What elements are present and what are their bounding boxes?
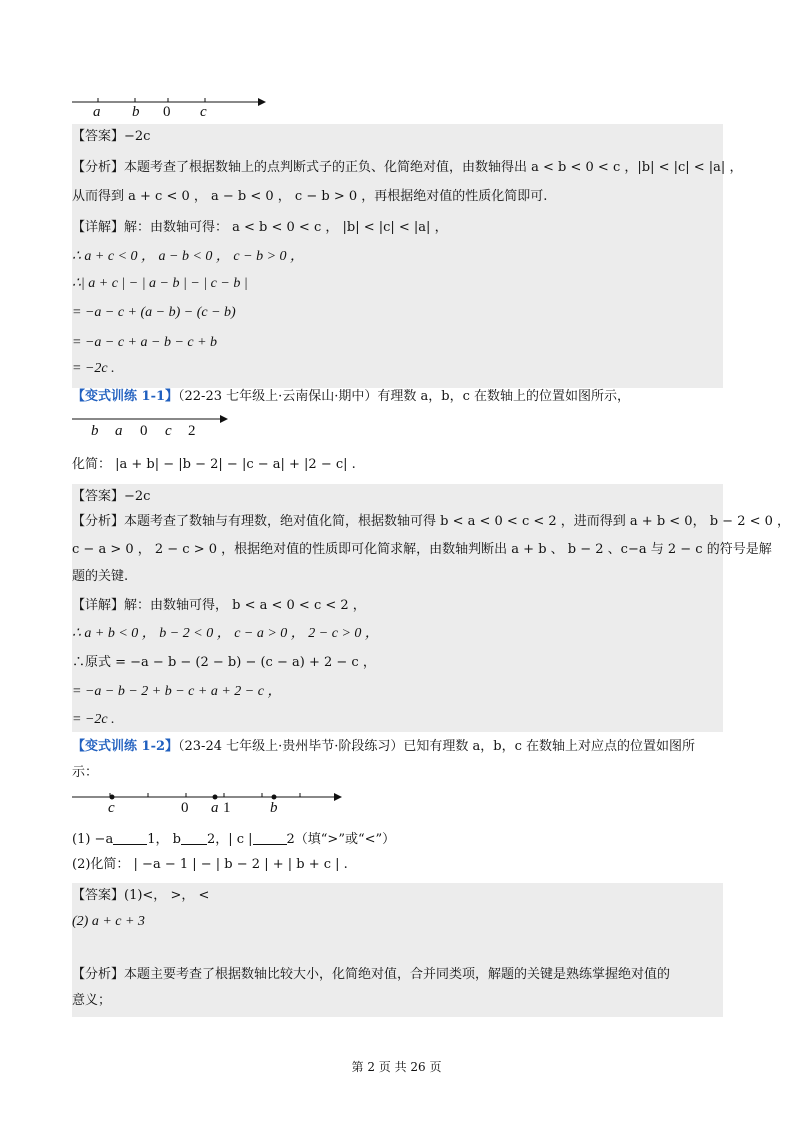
exercise-1-2-tag: 【变式训练 1-2】 <box>72 739 179 754</box>
number-line-3-label-1: 1 <box>223 800 231 816</box>
exercise-1-2-source: （23-24 七年级上·贵州毕节·阶段练习）已知有理数 a，b，c 在数轴上对应点的位置如图所 <box>178 739 696 754</box>
detail-2-line-1: 【详解】解：由数轴可得， b < a < 0 < c < 2 ， <box>72 598 366 613</box>
detail-2-line-3: ∴原式 = −a − b − (2 − b) − (c − a) + 2 − c ， <box>72 655 376 670</box>
q1-blank-3[interactable] <box>253 832 287 845</box>
number-line-1-label-0: 0 <box>163 104 171 120</box>
number-line-3-label-c: c <box>108 800 115 816</box>
q1-blank-1[interactable] <box>113 832 147 845</box>
detail-1-line-1: 【详解】解：由数轴可得： a < b < 0 < c ， |b| < |c| < |a| ， <box>72 220 448 235</box>
exercise-1-2-q1 <box>72 830 395 850</box>
detail-1-line-5: = −a − c + a − b − c + b <box>72 335 218 350</box>
exercise-1-1-source: （22-23 七年级上·云南保山·期中）有理数 a，b，c 在数轴上的位置如图所示， <box>178 389 631 404</box>
exercise-1-2-heading <box>72 737 695 757</box>
number-line-3-label-0: 0 <box>181 800 189 816</box>
detail-1-line-3: ∴| a + c | − | a − b | − | c − b | <box>72 276 248 291</box>
exercise-1-2-source-line-2: 示： <box>72 765 99 780</box>
q1-part-2: 2，| c | <box>206 832 253 847</box>
analysis-2-line-3: 题的关键. <box>72 569 129 584</box>
analysis-3-line-1: 【分析】本题主要考查了根据数轴比较大小，化简绝对值，合并同类项，解题的关键是熟练掌握绝对值的 <box>72 967 671 982</box>
analysis-1-line-2: 从而得到 a + c < 0 ， a − b < 0 ， c − b > 0 ，再根据绝对值的性质化简即可. <box>72 189 548 204</box>
analysis-2-line-2: c − a > 0 ， 2 − c > 0 ，根据绝对值的性质即可化简求解，由数轴判断出 a + b 、 b − 2 、c−a 与 2 − c 的符号是解 <box>72 542 772 557</box>
number-line-2-label-0: 0 <box>140 423 148 439</box>
analysis-3-line-2: 意义； <box>72 993 112 1008</box>
number-line-2-label-c: c <box>165 423 172 439</box>
number-line-1 <box>72 94 272 108</box>
detail-1-line-6: = −2c . <box>72 361 115 376</box>
answer-3-line-2: (2) a + c + 3 <box>72 914 145 929</box>
number-line-2-label-a: a <box>115 423 123 439</box>
exercise-1-1-question: 化简： |a + b| − |b − 2| − |c − a| + |2 − c| . <box>72 457 356 472</box>
detail-1-line-2: ∴ a + c < 0 ， a − b < 0 ， c − b > 0 ， <box>72 249 305 264</box>
exercise-1-1-heading <box>72 387 630 407</box>
answer-1: 【答案】−2c <box>72 129 151 144</box>
page-number: 第 2 页 共 26 页 <box>351 1060 442 1074</box>
detail-2-line-2: ∴ a + b < 0 ， b − 2 < 0 ， c − a > 0 ， 2 − c > 0 ， <box>72 626 379 641</box>
number-line-1-label-c: c <box>200 104 207 120</box>
number-line-2-label-2: 2 <box>188 423 196 439</box>
q1-prefix: (1) −a <box>72 832 114 847</box>
number-line-3-label-b: b <box>270 800 278 816</box>
answer-3-line-1: 【答案】(1)<， >， < <box>72 888 210 903</box>
exercise-1-1-tag: 【变式训练 1-1】 <box>72 389 179 404</box>
number-line-1-label-a: a <box>93 104 101 120</box>
number-line-1-label-b: b <box>132 104 140 120</box>
q1-part-3: 2（填“>”或“<”） <box>286 832 396 847</box>
detail-2-line-5: = −2c . <box>72 712 115 727</box>
detail-1-line-4: = −a − c + (a − b) − (c − b) <box>72 305 236 320</box>
number-line-2-label-b: b <box>91 423 99 439</box>
analysis-1-line-1: 【分析】本题考查了根据数轴上的点判断式子的正负、化简绝对值，由数轴得出 a < b < 0 < c ，|b| < |c| < |a| ， <box>72 160 743 175</box>
q1-blank-2[interactable] <box>181 832 207 845</box>
number-line-3-label-a: a <box>211 800 219 816</box>
analysis-2-line-1: 【分析】本题考查了数轴与有理数，绝对值化简，根据数轴可得 b < a < 0 < c < 2 ，进而得到 a + b < 0， b − 2 < 0 ， <box>72 514 791 529</box>
q1-part-1: 1， b <box>147 832 181 847</box>
answer-2: 【答案】−2c <box>72 489 151 504</box>
exercise-1-2-q2: (2)化简： | −a − 1 | − | b − 2 | + | b + c | . <box>72 857 348 872</box>
detail-2-line-4: = −a − b − 2 + b − c + a + 2 − c ， <box>72 684 282 699</box>
